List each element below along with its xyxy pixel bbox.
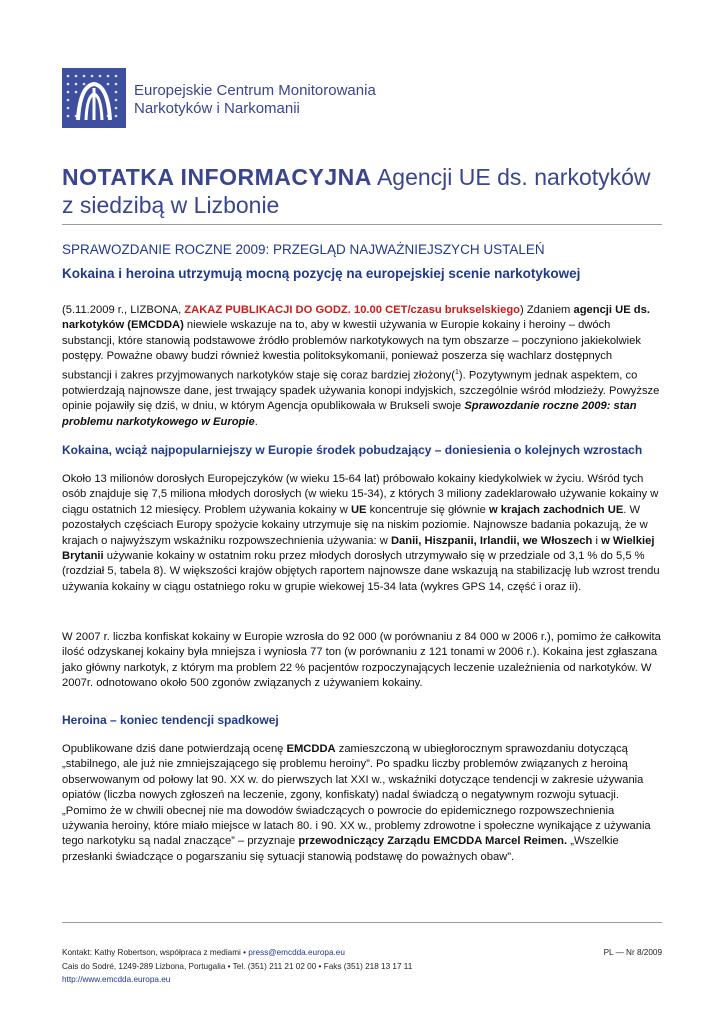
headline-rest: Agencji UE ds. narkotyków — [371, 164, 651, 190]
website-link[interactable]: http://www.emcdda.europa.eu — [62, 975, 171, 984]
footnote-ref: 1 — [454, 368, 459, 376]
org-line-1: Europejskie Centrum Monitorowania — [134, 82, 376, 99]
embargo-notice: ZAKAZ PUBLIKACJI DO GODZ. 10.00 CET/czasu brukselskiego — [184, 304, 520, 316]
press-email-link[interactable]: press@emcdda.europa.eu — [248, 948, 345, 957]
heroin-heading: Heroina – koniec tendencji spadkowej — [62, 713, 279, 727]
header-divider — [62, 224, 662, 225]
footer-reference: PL — Nr 8/2009 — [603, 948, 662, 957]
press-release-headline — [62, 163, 662, 219]
footer — [62, 946, 662, 987]
footer-divider — [62, 922, 662, 923]
report-title: SPRAWOZDANIE ROCZNE 2009: PRZEGLĄD NAJWAŻNIEJSZYCH USTALEŃ — [62, 242, 545, 257]
cocaine-paragraph-2: W 2007 r. liczba konfiskat kokainy w Europie wzrosła do 92 000 (w porównaniu z 84 000 w 2006 r.), pomimo że całkowita ilość odzyskanej kokainy była mniejsza i wyniosła 77 ton (w porównaniu z 121 tonami w 2006 r.). Kokaina jest zgłaszana jako główny narkotyk, z którym ma problem 22 % pacjentów rozpoczynających leczenie uzależnienia od narkotyków. W 2007r. odnotowano około 500 zgonów związanych z używaniem kokainy. — [62, 631, 661, 690]
headline-bold: NOTATKA INFORMACYJNA — [62, 164, 372, 190]
report-name: Sprawozdanie roczne 2009: stan problemu narkotykowego w Europie — [62, 400, 637, 428]
intro-paragraph: (5.11.2009 r., LIZBONA, ZAKAZ PUBLIKACJI DO GODZ. 10.00 CET/czasu brukselskiego) Zdaniem agencji UE ds. narkotyków (EMCDDA) niewiele wskazuje na to, aby w kwestii używania w Europie kokainy i heroiny – dwóch substancji, które stanowią podstawowe źródło problemów narkotykowych na tym obszarze – poczyniono jakiekolwiek postępy. Poważne obawy budzi również kwestia politoksykomanii, ponieważ poszerza się wachlarz dostępnych substancji i zakres przyjmowanych narkotyków staje się coraz bardziej złożony($^1$). Pozytywnym jednak aspektem, co potwierdzają najnowsze dane, jest trwający spadek używania konopi indyjskich, szczególnie wśród młodzieży. Powyższe opinie pojawiły się dziś, w dniu, w którym Agencja opublikowała w Brukseli swoje Sprawozdanie roczne 2009: stan problemu narkotykowego w Europie. — [62, 304, 660, 428]
footer-address: Cais do Sodré, 1249-289 Lizbona, Portugalia • Tel. (351) 211 21 02 00 • Faks (351) 218 13 17 11 — [62, 961, 413, 971]
headline-line-2: z siedzibą w Lizbonie — [62, 192, 280, 218]
footer-contact: Kontakt: Kathy Robertson, współpraca z mediami • — [62, 948, 249, 957]
cocaine-paragraph-1: Około 13 milionów dorosłych Europejczyków (w wieku 15-64 lat) próbowało kokainy kiedykolwiek w życiu. Wśród tych osób znajduje się 7,5 miliona młodych dorosłych (w wieku 15-34), z których 3 miliony zadeklarowało używanie kokainy w ciągu ostatnich 12 miesięcy. Problem używania kokainy w UE koncentruje się głównie w krajach zachodnich UE. W pozostałych częściach Europy spożycie kokainy utrzymuje się na niskim poziomie. Najnowsze badania pokazują, że w krajach o najwyższym wskaźniku rozpowszechnienia używania: w Danii, Hiszpanii, Irlandii, we Włoszech i w Wielkiej Brytanii używanie kokainy w ostatnim roku przez młodych dorosłych utrzymywało się w przedziale od 3,1 % do 5,5 % (rozdział 5, tabela 8). W większości krajów objętych raportem najnowsze dane wskazują na stabilizację lub wzrost trendu używania kokainy w ciągu ostatniego roku w grupie wiekowej 15-34 lata (wykres GPS 14, część i oraz ii). — [62, 473, 660, 593]
cocaine-heading: Kokaina, wciąż najpopularniejszy w Europie środek pobudzający – doniesienia o kolejnych wzrostach — [62, 443, 643, 457]
heroin-paragraph: Opublikowane dziś dane potwierdzają ocenę EMCDDA zamieszczoną w ubiegłorocznym sprawozdaniu dotyczącą „stabilnego, ale już nie zmniejszającego się problemu heroiny”. Po spadku liczby problemów związanych z heroiną obserwowanym od połowy lat 90. XX w. do pierwszych lat XXI w., wskaźniki dotyczące tendencji w zakresie używania opiatów (liczba nowych zgłoszeń na leczenie, zgony, konfiskaty) nadal świadczą o negatywnym rozwoju sytuacji. „Pomimo że w chwili obecnej nie ma dowodów świadczących o powrocie do epidemicznego rozpowszechnienia używania heroiny, które miało miejsce w latach 80. i 90. XX w., problemy zdrowotne i społeczne wynikające z używania tego narkotyku są nadal znaczące” – przyznaje przewodniczący Zarządu EMCDDA Marcel Reimen. „Wszelkie przesłanki świadczące o pogarszaniu się sytuacji stanowią podstawę do poważnych obaw”. — [62, 743, 651, 863]
org-line-2: Narkotyków i Narkomanii — [134, 100, 300, 117]
emcdda-logo — [62, 68, 126, 128]
organization-name — [134, 82, 376, 118]
report-subtitle: Kokaina i heroina utrzymują mocną pozycję na europejskiej scenie narkotykowej — [62, 266, 581, 281]
